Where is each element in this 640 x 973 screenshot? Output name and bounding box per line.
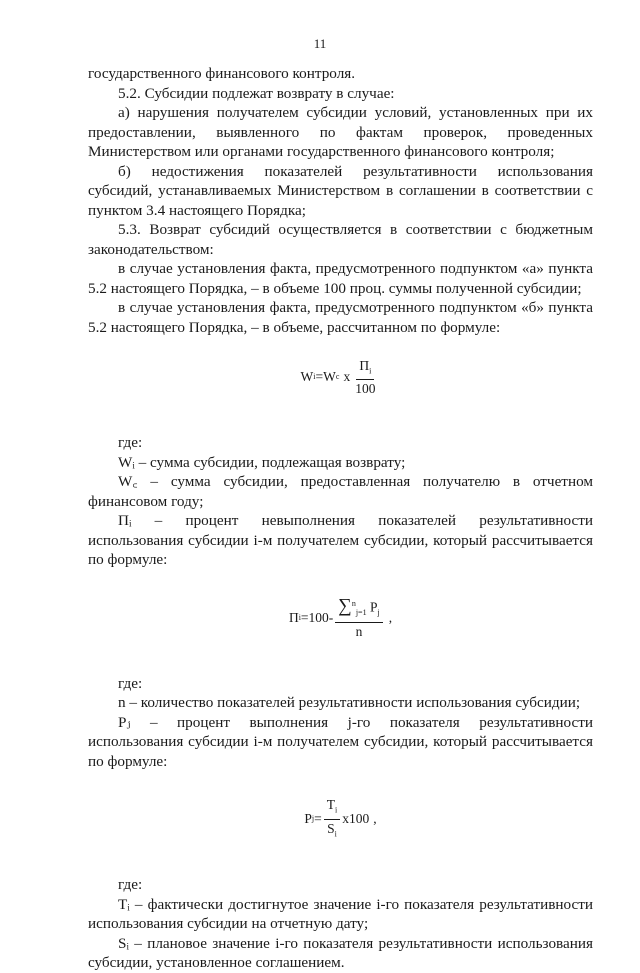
definition: Wᵢ – сумма субсидии, подлежащая возврату; bbox=[118, 453, 406, 471]
paragraph: а) нарушения получателем субсидии условий, установленных при их предоставлении, выявленного по фактам проверок, проведенных Министерством или органами государственного финансового контроля; bbox=[88, 104, 593, 160]
definition: W꜀ – сумма субсидии, предоставленная получателю в отчетном финансовом году; bbox=[88, 473, 593, 510]
paragraph: в случае установления факта, предусмотренного подпунктом «а» пункта 5.2 настоящего Порядка, – в объеме 100 проц. суммы полученной субсидии; bbox=[88, 260, 593, 297]
document-body bbox=[88, 64, 593, 973]
definition: Pⱼ – процент выполнения j-го показателя результативности использования субсидии i-м получателем субсидии, который рассчитывается по формуле: bbox=[88, 713, 593, 770]
formula-pj: P j = $\frac{T_i}{S_i}$ x100 , bbox=[88, 793, 593, 845]
definition: Sᵢ – плановое значение i-го показателя результативности использования субсидии, установленное соглашением. bbox=[88, 934, 593, 971]
paragraph: 5.3. Возврат субсидий осуществляется в соответствии с бюджетным законодательством: bbox=[88, 221, 593, 258]
definition: Пᵢ – процент невыполнения показателей результативности использования субсидии i-м получателем субсидии, который рассчитывается по формуле: bbox=[88, 512, 593, 568]
definition: n – количество показателей результативности использования субсидии; bbox=[118, 694, 581, 711]
formula-wi: W i = W c x $\frac{П_i}{100}$ bbox=[88, 351, 593, 403]
paragraph: где: bbox=[118, 876, 143, 893]
paragraph: в случае установления факта, предусмотренного подпунктом «б» пункта 5.2 настоящего Порядка, – в объеме, рассчитанном по формуле: bbox=[88, 299, 593, 336]
paragraph: государственного финансового контроля. bbox=[88, 65, 356, 82]
paragraph: 5.2. Субсидии подлежат возврату в случае: bbox=[118, 84, 395, 102]
paragraph: б) недостижения показателей результативности использования субсидий, устанавливаемых Министерством в соглашении в соответствии с пунктом 3.4 настоящего Порядка; bbox=[88, 162, 593, 219]
paragraph: где: bbox=[118, 434, 143, 451]
paragraph: где: bbox=[118, 674, 143, 692]
page-number: 11 bbox=[313, 36, 327, 51]
fraction: $\frac{\sum^n_{j=1} P_j}{n}$ bbox=[335, 595, 382, 639]
definition: Tᵢ – фактически достигнутое значение i-го показателя результативности использования субсидии на отчетную дату; bbox=[88, 895, 593, 932]
formula-pi: П i =100- $\frac{\sum^n_{j=1} P_j}{n}$ , bbox=[288, 595, 393, 639]
fraction: $\frac{T_i}{S_i}$ bbox=[324, 796, 340, 842]
fraction: $\frac{П_i}{100}$ bbox=[355, 357, 376, 397]
